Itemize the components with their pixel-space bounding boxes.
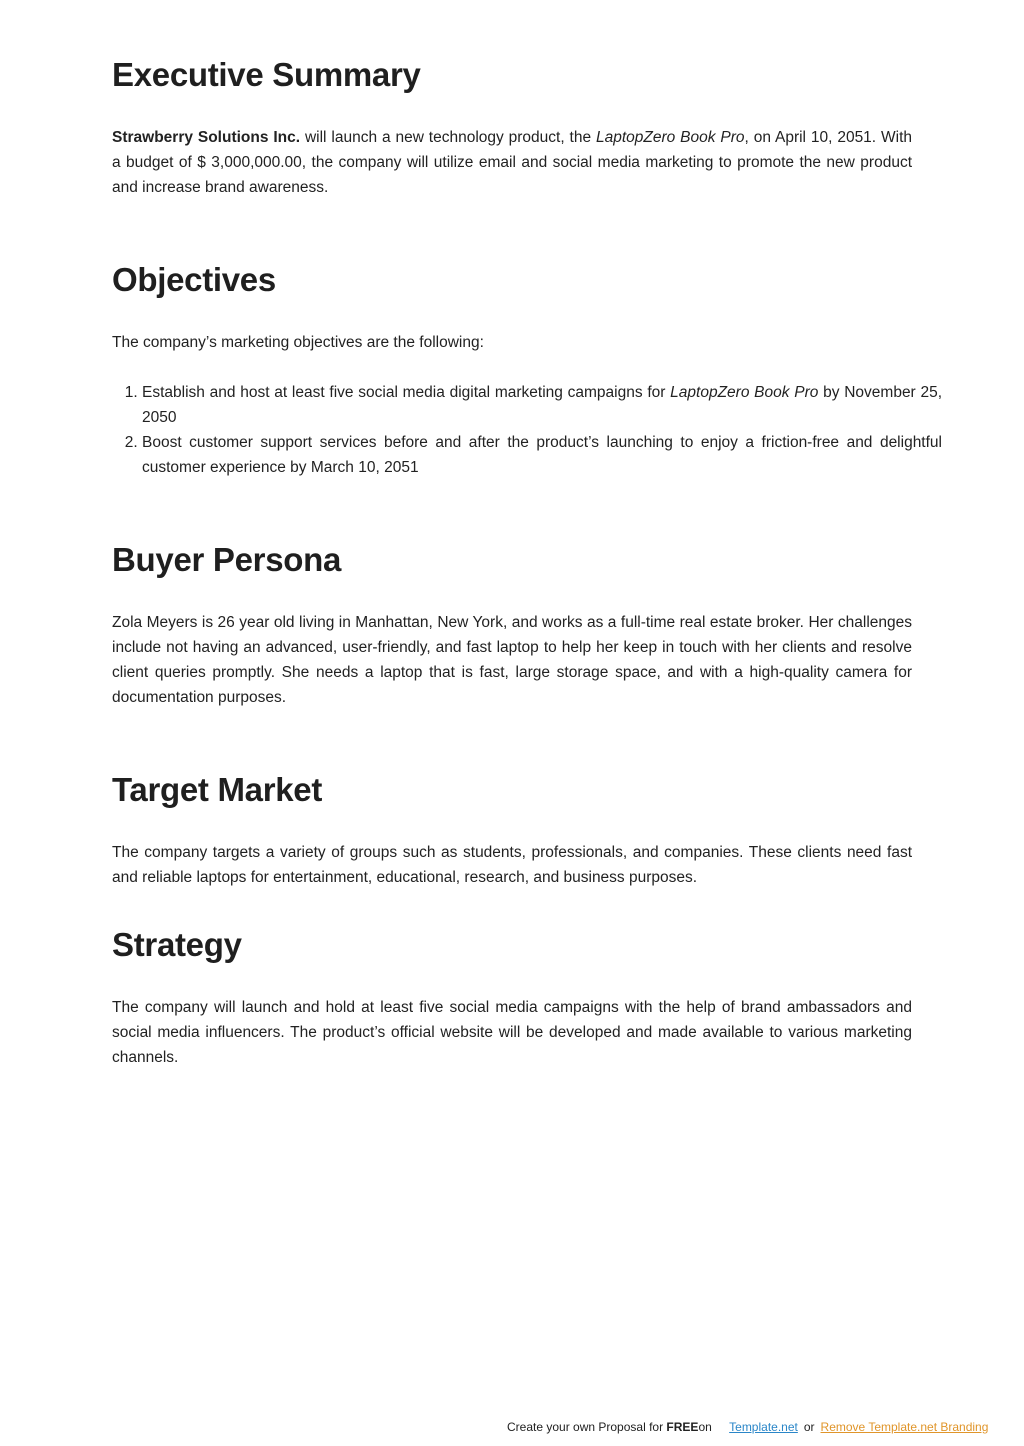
objective-item-product: LaptopZero Book Pro bbox=[670, 384, 819, 401]
executive-summary-text-part-2: , on April 10, 2051. With a budget of $ 3,000,000.00, the company will utilize email and social media marketing to promote the new product and increase brand awareness. bbox=[112, 129, 913, 196]
footer-prefix: Create your own Proposal for bbox=[507, 1420, 667, 1434]
strategy-heading: Strategy bbox=[112, 926, 242, 963]
objectives-list bbox=[112, 380, 942, 480]
objective-item-text-1: Boost customer support services before and after the product’s launching to enjoy a friction-free and delightful customer experience by March 10, 2051 bbox=[142, 434, 942, 476]
objective-item-text-1: Establish and host at least five social media digital marketing campaigns for bbox=[142, 384, 671, 401]
company-name: Strawberry Solutions Inc. bbox=[112, 129, 301, 146]
executive-summary-text-part-1: will launch a new technology product, the bbox=[300, 129, 596, 146]
objectives-heading: Objectives bbox=[112, 261, 276, 298]
footer-or: or bbox=[803, 1420, 815, 1434]
executive-summary-text bbox=[112, 125, 912, 200]
objective-item bbox=[142, 380, 942, 430]
objective-item-text-2: by November 25, 2050 bbox=[142, 384, 943, 426]
strategy-text: The company will launch and hold at least five social media campaigns with the help of brand ambassadors and social media influencers. The product’s official website will be developed and made available to various marketing channels. bbox=[112, 999, 912, 1066]
footer-on: on bbox=[698, 1420, 712, 1434]
target-market-text: The company targets a variety of groups such as students, professionals, and companies. These clients need fast and reliable laptops for entertainment, educational, research, and business purposes. bbox=[112, 844, 912, 886]
buyer-persona-heading: Buyer Persona bbox=[112, 541, 342, 578]
objectives-intro: The company’s marketing objectives are the following: bbox=[112, 334, 484, 351]
template-net-link[interactable]: Template.net bbox=[729, 1420, 798, 1434]
target-market-heading: Target Market bbox=[112, 771, 323, 808]
footer-free: FREE bbox=[666, 1420, 699, 1434]
executive-summary-heading: Executive Summary bbox=[112, 56, 421, 93]
objective-item bbox=[142, 430, 942, 480]
branding-footer bbox=[507, 1419, 988, 1435]
buyer-persona-text: Zola Meyers is 26 year old living in Manhattan, New York, and works as a full-time real estate broker. Her challenges include not having an advanced, user-friendly, and fast laptop to help her keep in touch with her clients and resolve client queries promptly. She needs a laptop that is fast, large storage space, and with a high-quality camera for documentation purposes. bbox=[112, 614, 912, 706]
remove-branding-link[interactable]: Remove Template.net Branding bbox=[820, 1420, 989, 1434]
product-name: LaptopZero Book Pro bbox=[596, 129, 745, 146]
